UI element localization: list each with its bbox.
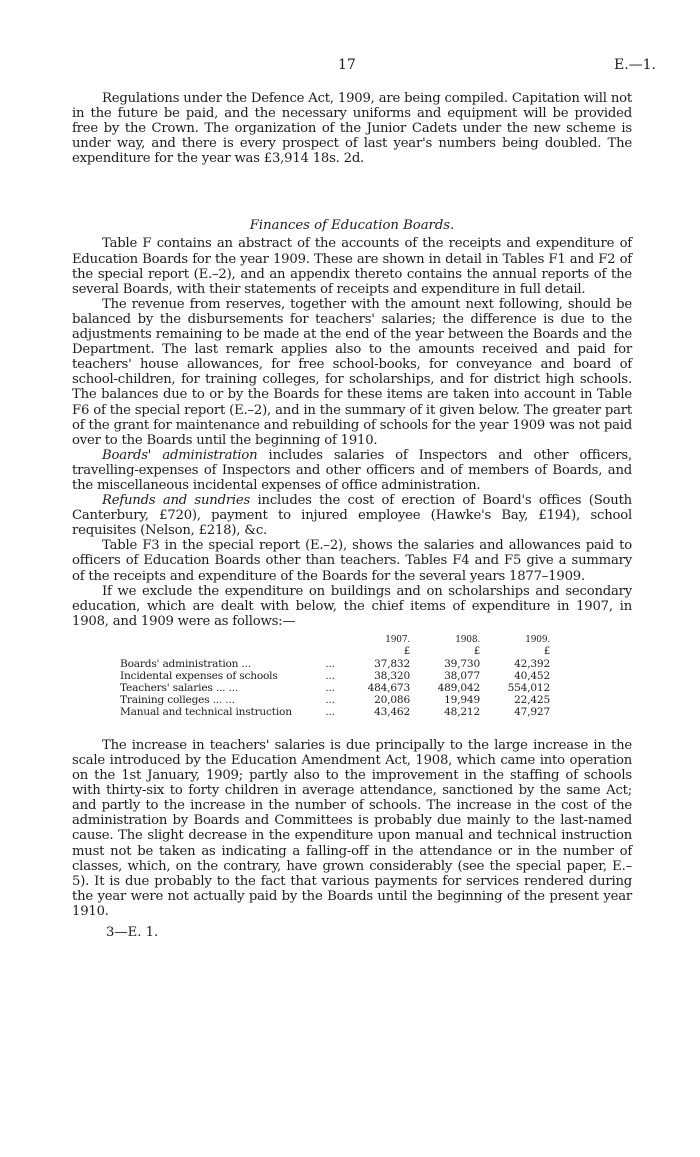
cell-value: 19,949: [444, 693, 480, 706]
leader-dots: ...: [325, 681, 335, 694]
page-number: 17: [338, 57, 356, 73]
cell-value: 554,012: [507, 681, 550, 694]
paragraph-table-f3: Table F3 in the special report (E.–2), shows the salaries and allowances paid to officers of Education Boards other than teachers. Tables F4 and F5 give a summary of the receipts and expenditure of the Boards for the several years 1877–1909.: [72, 538, 632, 584]
document-reference: E.—1.: [613, 57, 656, 73]
unit-symbol: £: [473, 645, 480, 657]
cell-value: 42,392: [514, 657, 550, 670]
paragraph-defence-act: Regulations under the Defence Act, 1909, are being compiled. Capitation will not in the future be paid, and the necessary uniforms and equipment will be provided free by the Crown. The organization of the Junior Cadets under the new scheme is under way, and there is every prospect of last year's numbers being doubled. The expenditure for the year was £3,914 18s. 2d.: [72, 91, 632, 167]
table-unit-row: [72, 646, 560, 658]
paragraph-table-f: Table F contains an abstract of the accounts of the receipts and expenditure of Education Boards for the year 1909. These are shown in detail in Tables F1 and F2 of the special report (E.–2), and an appendix thereto contains the annual reports of the several Boards, with their statements of receipts and expenditure in full detail.: [72, 236, 632, 297]
paragraph-exclusions: If we exclude the expenditure on buildings and on scholarships and secondary education, which are dealt with below, the chief items of expenditure in 1907, in 1908, and 1909 were as follows:—: [72, 583, 632, 629]
cell-value: 39,730: [444, 657, 480, 670]
table-row: [72, 694, 560, 706]
leader-dots: ...: [325, 657, 335, 670]
paragraph-revenue: The revenue from reserves, together with the amount next following, should be balanced by the disbursements for teachers' salaries; the difference is due to the adjustments remaining to be made at the end of the year between the Boards and the Department. The last remark applies also to the amounts received and paid for teachers' house allowances, for free school-books, for conveyance and board of school-children, for training colleges, for scholarships, and for district high schools. The balances due to or by the Boards for these items are taken into account in Table F6 of the special report (E.–2), and in the summary of it given below. The greater part of the grant for maintenance and rebuilding of schools for the year 1909 was not paid over to the Boards until the beginning of 1910.: [72, 296, 632, 448]
paragraph-boards-administration-text: includes salaries of Inspectors and other officers, travelling-expenses of Inspectors and other officers and of members of Boards, and the miscellaneous incidental expenses of office administration.: [72, 447, 632, 493]
table-row: [72, 670, 560, 682]
unit-symbol: £: [403, 645, 410, 657]
year-header: 1908.: [455, 634, 480, 645]
cell-value: 48,212: [444, 705, 480, 718]
section-heading: Finances of Education Boards.: [249, 218, 455, 234]
table-row: [72, 706, 560, 718]
unit-symbol: £: [543, 645, 550, 657]
table-header-row: [72, 634, 560, 646]
paragraph-refunds: [72, 493, 632, 538]
paragraph-boards-administration: [72, 448, 632, 493]
cell-value: 37,832: [374, 657, 410, 670]
paragraph-teachers-salaries: The increase in teachers' salaries is due principally to the large increase in the scale introduced by the Education Amendment Act, 1908, which came into operation on the 1st January, 1909; partly also to the improvement in the staffing of schools with thirty-six to forty children in average attendance, sanctioned by the same Act; and partly to the increase in the number of schools. The increase in the cost of the administration by Boards and Committees is probably due mainly to the last-named cause. The slight decrease in the expenditure upon manual and technical instruction must not be taken as indicating a falling-off in the attendance or in the number of classes, which, on the contrary, have grown considerably (see the special paper, E.–5). It is due probably to the fact that various payments for services rendered during the year were not actually paid by the Boards until the beginning of the present year 1910.: [72, 737, 632, 919]
year-header: 1909.: [525, 634, 550, 645]
row-label: Training colleges ... ...: [120, 693, 235, 706]
cell-value: 40,452: [514, 669, 550, 682]
table-row: [72, 682, 560, 694]
cell-value: 38,320: [374, 669, 410, 682]
leader-dots: ...: [325, 669, 335, 682]
leader-dots: ...: [325, 693, 335, 706]
cell-value: 38,077: [444, 669, 480, 682]
leader-dots: ...: [325, 705, 335, 718]
cell-value: 489,042: [437, 681, 480, 694]
cell-value: 43,462: [374, 705, 410, 718]
row-label: Teachers' salaries ... ...: [120, 681, 238, 694]
cell-value: 47,927: [514, 705, 550, 718]
cell-value: 484,673: [367, 681, 410, 694]
cell-value: 20,086: [374, 693, 410, 706]
row-label: Incidental expenses of schools: [120, 669, 278, 682]
expenditure-table: [72, 634, 560, 718]
row-label: Boards' administration ...: [120, 657, 251, 670]
table-row: [72, 658, 560, 670]
year-header: 1907.: [385, 634, 410, 645]
term-boards-administration: Boards' administration: [102, 447, 258, 463]
paragraph-refunds-text: includes the cost of erection of Board's offices (South Canterbury, £720), payment to injured employee (Hawke's Bay, £194), school requisites (Nelson, £218), &c.: [72, 493, 632, 539]
cell-value: 22,425: [514, 693, 550, 706]
signature-mark: 3—E. 1.: [106, 925, 159, 941]
term-refunds-sundries: Refunds and sundries: [102, 493, 251, 509]
body-text: [72, 91, 632, 940]
row-label: Manual and technical instruction: [120, 705, 292, 718]
